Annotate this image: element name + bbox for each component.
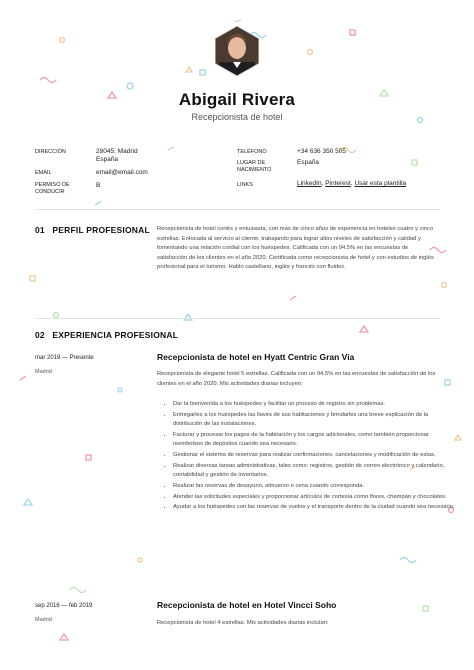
job-location: Madrid	[35, 369, 52, 375]
label-address: DIRECCIÓN	[35, 149, 66, 155]
job-heading: Recepcionista de hotel en Hotel Vincci Soho	[157, 600, 337, 610]
value-email[interactable]: email@email.com	[96, 169, 148, 176]
candidate-title: Recepcionista de hotel	[191, 112, 283, 122]
job-duty: • Entregarles a los huéspedes las llaves de sus habitaciones y brindarles una breve explicación de la distribución de las instalaciones.	[173, 411, 458, 430]
section-label: PERFIL PROFESIONAL	[52, 225, 150, 235]
profile-text: Recepcionista de hotel cortés y entusiasta, con más de cinco años de experiencia en hoteles cuatro y cinco estrellas. Enfocada al servicio al cliente, trabajando para lograr altos niveles de satisfacción y calidad y fomentando una relación cordial con los huéspedes. Calificada con un 94.5% en las encuestas de satisfacción de los clientes en el año 2020. Certificada como recepcionista de hotel y con estudios de inglés profesional para el turismo. Hablo castellano, inglés y francés con fluidez.	[157, 226, 434, 271]
job-intro: Recepcionista de hotel 4 estrellas. Mis actividades diarias incluían:	[157, 620, 329, 626]
job-dates: sep 2016 — feb 2019	[35, 603, 93, 609]
avatar	[215, 26, 259, 76]
job-intro: Recepcionista de elegante hotel 5 estrellas. Calificada con un 94.5% en las encuestas de satisfacción de los clientes en el año 2020. Mis actividades diarias incluyen:	[157, 371, 436, 387]
label-license: PERMISO DE CONDUCIR	[35, 182, 70, 195]
value-phone: +34 636 350 505	[297, 148, 346, 155]
job-duty: • Gestionar el sistema de reservas para realizar confirmaciones, cancelaciones y modificación de estas.	[173, 451, 458, 461]
job-duty: • Realizar las reservas de desayuno, almuerzo o cena cuando corresponda.	[173, 482, 458, 492]
divider	[35, 209, 440, 210]
job-duty: • Dar la bienvenida a los huéspedes y facilitar un proceso de registro sin problemas.	[173, 400, 458, 410]
label-phone: TELÉFONO	[237, 149, 267, 155]
candidate-name: Abigail Rivera	[178, 90, 296, 109]
section-label: EXPERIENCIA PROFESIONAL	[52, 330, 179, 340]
job-location: Madrid	[35, 617, 52, 623]
label-email: EMAIL	[35, 170, 52, 176]
job-duty: • Atender las solicitudes especiales y proporcionar artículos de cortesía como flores, champán y chocolates.	[173, 493, 458, 503]
section-title-profile	[35, 225, 150, 235]
link-linkedin[interactable]: LinkedIn	[297, 180, 322, 187]
label-birthplace: LUGAR DE NACIMIENTO	[237, 160, 272, 173]
value-license: B	[96, 182, 101, 189]
divider	[35, 318, 440, 319]
job-heading: Recepcionista de hotel en Hyatt Centric Gran Via	[157, 352, 355, 362]
link-template[interactable]: Usar esta plantilla	[354, 180, 407, 187]
job-duty: • Realizar diversas tareas administrativas, tales como: registros, gestión de correo electrónico y calendario, contabilidad y gestión de inventarios.	[173, 462, 458, 481]
job-duty: • Facturar y procesar los pagos de la habitación y los cargos adicionales, como también proporcionar reembolsos de depósitos cuando sea necesario.	[173, 431, 458, 450]
links-list: LinkedIn, Pinterest, Usar esta plantilla	[297, 180, 407, 187]
section-number: 02	[35, 330, 45, 340]
section-title-experience	[35, 330, 178, 340]
job-dates: mar 2019 — Presente	[35, 355, 94, 361]
section-number: 01	[35, 225, 45, 235]
job-duties-list	[157, 400, 458, 514]
job-duty: • Ayudar a los huéspedes con las reservas de vuelos y el transporte dentro de la ciudad cuando sea necesario.	[173, 503, 458, 513]
label-links: LINKS	[237, 182, 253, 188]
link-pinterest[interactable]: Pinterest	[325, 180, 351, 187]
value-address: 28045, Madrid España	[96, 148, 138, 163]
value-birthplace: España	[297, 159, 320, 166]
